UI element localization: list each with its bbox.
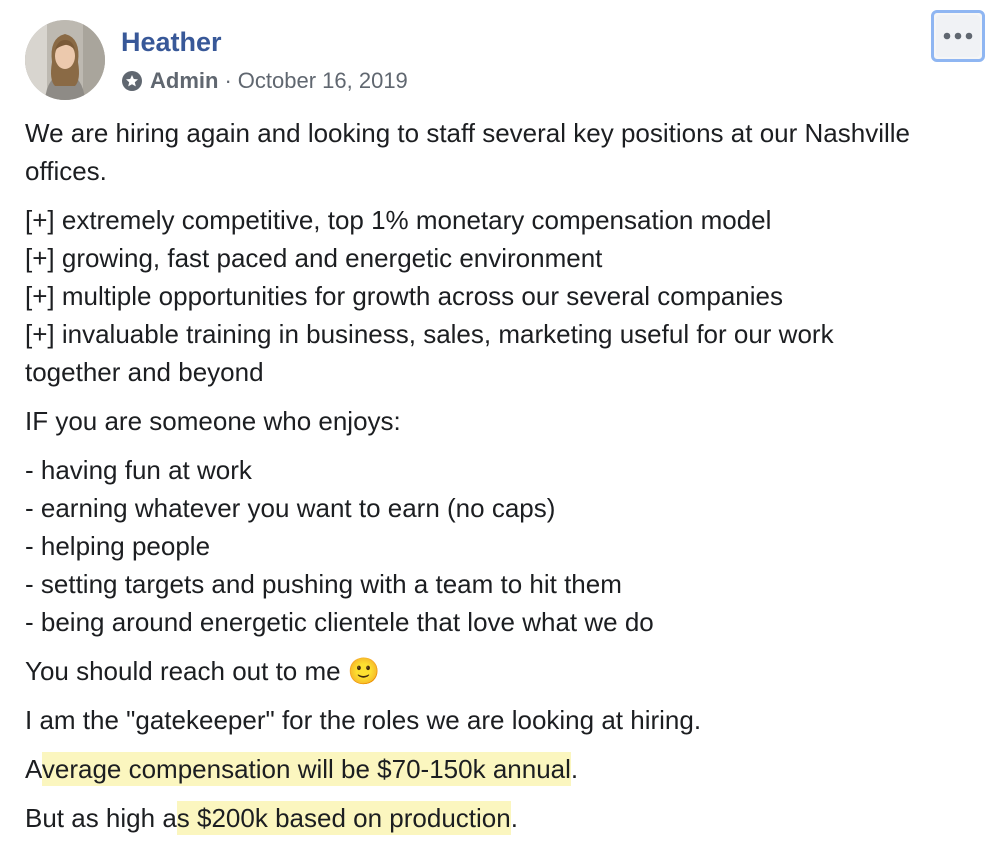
benefit-item: [+] invaluable training in business, sales, marketing useful for our work together and beyond <box>25 319 834 387</box>
compensation-suffix: . <box>570 754 579 784</box>
post-body <box>25 114 925 844</box>
high-suffix: . <box>510 803 518 833</box>
intro-paragraph: We are hiring again and looking to staff several key positions at our Nashville offices. <box>25 118 910 186</box>
author-avatar[interactable] <box>25 20 105 100</box>
benefit-item: [+] growing, fast paced and energetic environment <box>25 243 603 273</box>
enjoys-item: - setting targets and pushing with a team to hit them <box>25 569 622 599</box>
enjoys-heading: IF you are someone who enjoys: <box>25 406 401 436</box>
high-compensation-paragraph <box>25 799 925 837</box>
enjoys-item: - being around energetic clientele that love what we do <box>25 607 654 637</box>
gatekeeper-paragraph: I am the "gatekeeper" for the roles we are looking at hiring. <box>25 705 702 735</box>
post-options-button[interactable] <box>931 10 985 62</box>
compensation-highlight: verage compensation will be $70-150k annual <box>41 754 571 784</box>
benefit-item: [+] multiple opportunities for growth across our several companies <box>25 281 783 311</box>
author-name-link[interactable]: Heather <box>121 27 222 57</box>
enjoys-item: - having fun at work <box>25 455 252 485</box>
compensation-prefix: A <box>25 754 42 784</box>
post-meta <box>121 66 408 96</box>
reach-out-text: You should reach out to me <box>25 656 341 686</box>
high-highlight: s $200k based on production <box>176 803 511 833</box>
post-timestamp-link[interactable]: October 16, 2019 <box>237 68 408 93</box>
meta-separator: · <box>224 68 232 93</box>
compensation-paragraph <box>25 750 925 788</box>
author-role-badge: Admin <box>150 68 219 93</box>
high-prefix: But as high a <box>25 803 177 833</box>
enjoys-item: - helping people <box>25 531 211 561</box>
reach-out-paragraph <box>25 652 925 690</box>
admin-shield-icon <box>121 70 143 92</box>
smile-emoji-icon: 🙂 <box>347 656 381 686</box>
enjoys-list <box>25 451 925 641</box>
enjoys-item: - earning whatever you want to earn (no caps) <box>25 493 556 523</box>
benefit-item: [+] extremely competitive, top 1% monetary compensation model <box>25 205 772 235</box>
benefits-list <box>25 201 925 391</box>
ellipsis-icon <box>943 32 973 40</box>
avatar-photo <box>25 20 105 100</box>
